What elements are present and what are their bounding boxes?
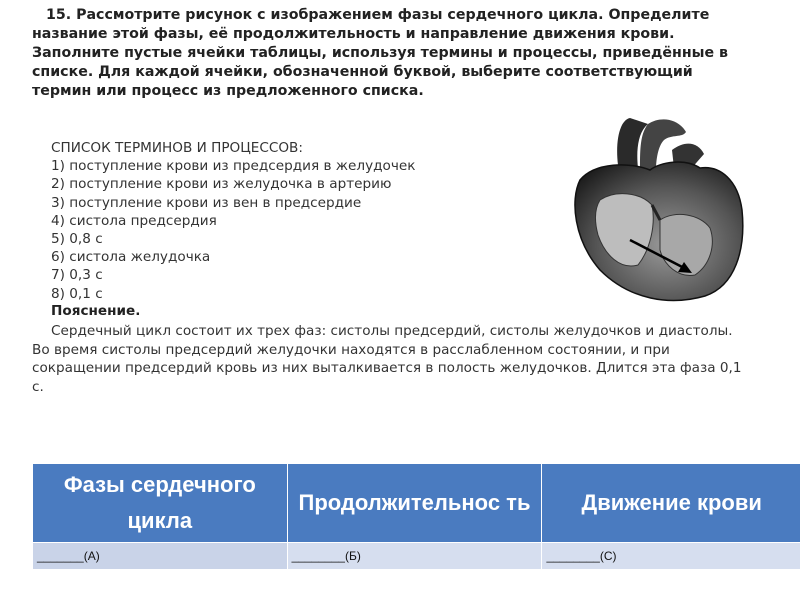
list-item: 7) 0,3 с [51,267,103,284]
answer-table [32,463,800,570]
list-item: 6) систола желудочка [51,249,211,266]
task-statement: 15. Рассмотрите рисунок с изображением фазы сердечного цикла. Определите название этой фазы, её продолжительность и направление движения крови. Заполните пустые ячейки таблицы, используя термины и процессы, приведённые в списке. Для каждой ячейки, обозначенной буквой, выберите соответствующий термин или процесс из предложенного списка. [32,7,728,99]
answer-cell-a[interactable]: _______(А) [33,543,288,570]
table-header-row [33,464,800,543]
answer-cell-b[interactable]: ________(Б) [287,543,542,570]
list-item: 2) поступление крови из желудочка в артерию [51,176,392,193]
header-phase: Фазы сердечного цикла [33,464,288,543]
explanation-text: Сердечный цикл состоит их трех фаз: систолы предсердий, систолы желудочков и диастолы. Во время систолы предсердий желудочки находятся в расслабленном состоянии, и при сокращении предсердий кровь из них выталкивается в полость желудочков. Длится эта фаза 0,1 с. [32,323,742,395]
header-blood-movement: Движение крови [542,464,800,543]
list-item: 4) систола предсердия [51,212,217,229]
heart-illustration [560,110,750,310]
list-item: 5) 0,8 с [51,231,103,248]
list-item: 3) поступление крови из вен в предсердие [51,194,362,211]
terms-list-title: СПИСОК ТЕРМИНОВ И ПРОЦЕССОВ: [51,140,303,156]
terms-list [51,139,551,303]
answer-cell-c[interactable]: ________(С) [542,543,800,570]
explanation-heading: Пояснение. [51,303,141,319]
header-duration: Продолжительнос ть [287,464,542,543]
list-item: 1) поступление крови из предсердия в желудочек [51,158,416,175]
table-row [33,543,800,570]
list-item: 8) 0,1 с [51,285,103,302]
